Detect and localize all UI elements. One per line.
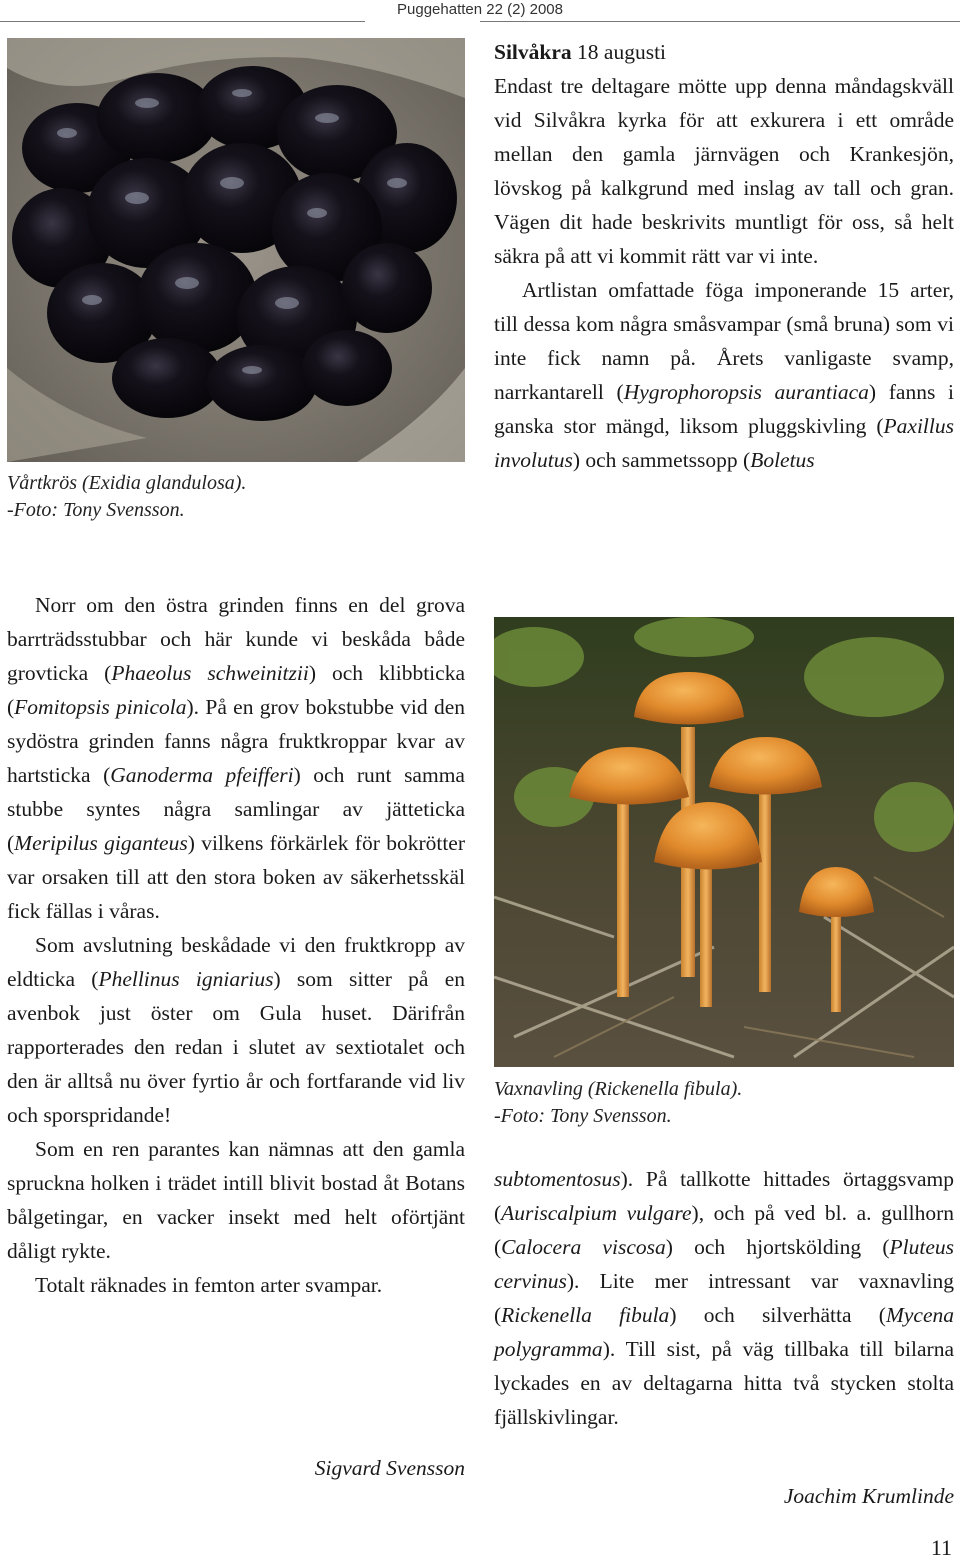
text-run: ). Till sist, på väg tillbaka till bilarna lyckades en av deltagarna hitta två stycken stolta fjällskivlingar. xyxy=(494,1337,954,1429)
right-column-top xyxy=(494,35,954,477)
text-run: ) och klibbticka ( xyxy=(7,661,465,719)
species-name: Hygrophoropsis aurantiaca xyxy=(623,380,869,404)
text-run: ). På en grov bokstubbe vid den sydöstra grinden fanns några fruktkroppar kvar av hartsticka ( xyxy=(7,695,466,787)
text-run: ) fanns i ganska stor mängd, liksom pluggskivling ( xyxy=(494,380,954,438)
right-paragraph-1: Endast tre deltagare mötte upp denna måndagskväll vid Silvåkra kyrka för att exkurera i ett område mellan den gamla järnvägen och Krankesjön, lövskog på kalkgrund med inslag av tall och gran. Vägen dit hade beskrivits muntligt för oss, så helt säkra på att vi kommit rätt var vi inte. xyxy=(494,74,954,268)
species-name: Rickenella fibula xyxy=(501,1303,670,1327)
text-run: ) vilkens förkärlek för bokrötter var orsaken till att den stora boken av säkerhetsskäl fick fällas i våras. xyxy=(7,831,466,923)
caption-photo-rickenella xyxy=(494,1076,944,1130)
species-name: Fomitopsis pinicola xyxy=(14,695,187,719)
text-run: ). Lite mer intressant var vaxnavling ( xyxy=(494,1269,954,1327)
species-name: Auriscalpium vulgare xyxy=(501,1201,692,1225)
caption-photo-exidia xyxy=(7,470,457,524)
text-run: Norr om den östra grinden finns en del grova barrträdsstubbar och här kunde vi beskåda både grovticka ( xyxy=(7,593,465,685)
author-signature-right: Joachim Krumlinde xyxy=(783,1484,954,1508)
heading-date: 18 augusti xyxy=(571,40,667,64)
text-run: ) och runt samma stubbe syntes några samlingar av jätteticka ( xyxy=(7,763,465,855)
header-rule-left xyxy=(0,21,365,22)
running-header xyxy=(0,0,960,22)
left-paragraph-4: Totalt räknades in femton arter svampar. xyxy=(35,1273,383,1297)
species-name: subtomentosus xyxy=(494,1167,621,1191)
left-paragraph-1 xyxy=(7,588,465,928)
text-run: Artlistan omfattade föga imponerande 15 arter, till dessa kom några småsvampar (små bruna) som vi inte fick namn på. Årets vanligaste svamp, narrkantarell ( xyxy=(494,278,954,404)
caption-exidia-credit: -Foto: Tony Svensson. xyxy=(7,499,185,521)
page-number: 11 xyxy=(930,1535,952,1560)
text-run: ), och på ved bl. a. gullhorn ( xyxy=(494,1201,954,1259)
header-rule-right xyxy=(480,21,960,22)
heading-place: Silvåkra xyxy=(494,40,572,64)
photo-exidia-glandulosa xyxy=(7,38,465,462)
author-signature-left: Sigvard Svensson xyxy=(314,1456,465,1480)
left-paragraph-2 xyxy=(7,928,465,1132)
caption-exidia-line1: Vårtkrös (Exidia glandulosa). xyxy=(7,472,247,494)
right-paragraph-2 xyxy=(494,273,954,477)
left-paragraph-3: Som en ren parantes kan nämnas att den gamla spruckna holken i trädet intill blivit bostad åt Botans bålgetingar, en vacker insekt med helt oförtjänt dåligt rykte. xyxy=(7,1137,465,1263)
species-name: Phaeolus schweinitzii xyxy=(111,661,309,685)
text-run: ) som sitter på en avenbok just öster om Gula huset. Därifrån rapporterades den redan i slutet av sextiotalet och den är alltså nu över fyrtio år och fortfarande vid liv och sporspridande! xyxy=(7,967,465,1127)
species-name: Pluteus cervinus xyxy=(494,1235,954,1293)
species-name: Mycena polygramma xyxy=(494,1303,954,1361)
text-run: ) och hjortskölding ( xyxy=(665,1235,890,1259)
running-title: Puggehatten 22 (2) 2008 xyxy=(397,1,563,18)
text-run: ). På tallkotte hittades örtaggsvamp ( xyxy=(494,1167,954,1225)
photo-exidia-image xyxy=(7,38,465,462)
species-name: Ganoderma pfeifferi xyxy=(110,763,294,787)
species-name: Calocera viscosa xyxy=(501,1235,666,1259)
species-name: Boletus xyxy=(750,448,815,472)
species-name: Meripilus giganteus xyxy=(14,831,188,855)
text-run: ) och sammetssopp ( xyxy=(572,448,751,472)
caption-rickenella-credit: -Foto: Tony Svensson. xyxy=(494,1105,672,1127)
right-column-bottom xyxy=(494,1162,954,1434)
species-name: Phellinus igniarius xyxy=(98,967,274,991)
photo-rickenella-fibula xyxy=(494,617,954,1067)
text-run: Som avslutning beskådade vi den fruktkropp av eldticka ( xyxy=(7,933,465,991)
text-run: ) och silverhätta ( xyxy=(669,1303,886,1327)
photo-rickenella-image xyxy=(494,617,954,1067)
left-column-text xyxy=(7,588,465,1302)
species-name: Paxillus involutus xyxy=(494,414,954,472)
report-heading xyxy=(494,35,954,69)
caption-rickenella-line1: Vaxnavling (Rickenella fibula). xyxy=(494,1078,743,1100)
right-paragraph-2-continued xyxy=(494,1162,954,1434)
